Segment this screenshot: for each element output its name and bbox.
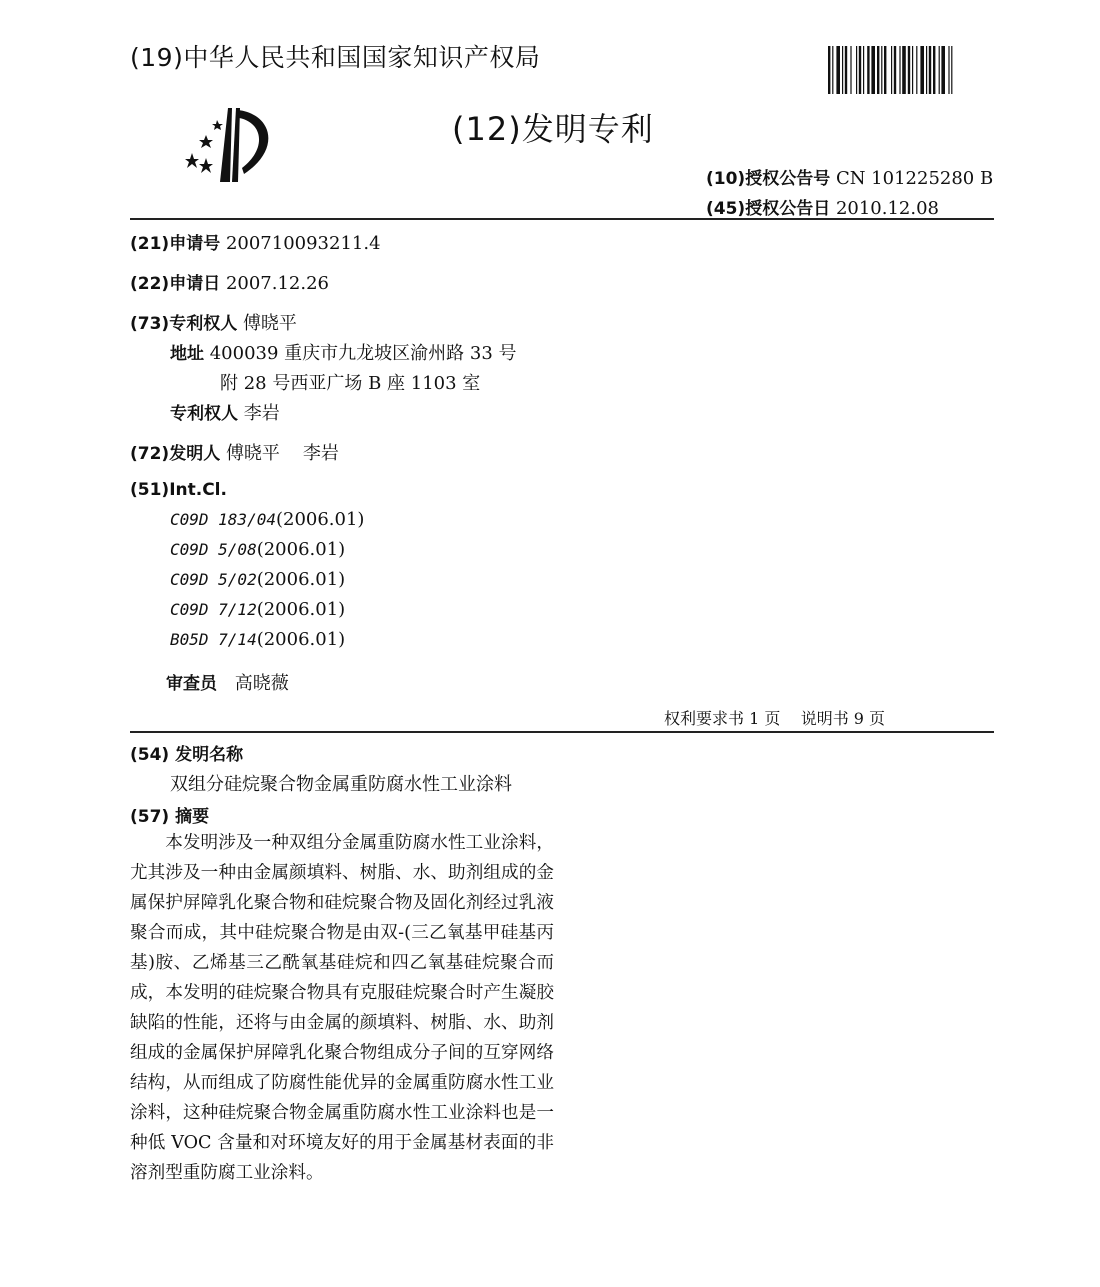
publication-date: 2010.12.08 xyxy=(835,198,939,219)
ipc-code: C09D 7/12 xyxy=(170,600,257,619)
application-number-label: (21)申请号 xyxy=(130,234,221,254)
ipc-entry xyxy=(170,539,345,560)
ipc-code: C09D 5/02 xyxy=(170,570,257,589)
patentee-row xyxy=(130,309,297,335)
examiner-name: 高晓薇 xyxy=(234,673,289,694)
ipc-label: (51)Int.Cl. xyxy=(130,480,227,500)
title-label: (54) 发明名称 xyxy=(130,745,244,765)
inventors-row xyxy=(130,439,339,465)
section-rule xyxy=(130,731,994,733)
ipc-entry xyxy=(170,629,345,650)
ipc-version: (2006.01) xyxy=(256,539,346,560)
ipc-entry xyxy=(170,509,364,530)
patentee-label: (73)专利权人 xyxy=(130,314,238,334)
header-rule xyxy=(130,218,994,220)
ipc-code: B05D 7/14 xyxy=(170,630,257,649)
invention-title: 双组分硅烷聚合物金属重防腐水性工业涂料 xyxy=(170,774,512,795)
inventors-label: (72)发明人 xyxy=(130,444,221,464)
second-patentee-row xyxy=(170,399,280,425)
ipc-version: (2006.01) xyxy=(256,629,346,650)
publication-number-label: (10)授权公告号 xyxy=(706,169,831,189)
ipc-entry xyxy=(170,569,345,590)
ipc-version: (2006.01) xyxy=(256,599,346,620)
ipc-version: (2006.01) xyxy=(256,569,346,590)
application-date-label: (22)申请日 xyxy=(130,274,221,294)
publication-date-row xyxy=(706,194,939,219)
application-number-row xyxy=(130,229,381,254)
application-date: 2007.12.26 xyxy=(225,273,329,294)
ipc-code: C09D 183/04 xyxy=(170,510,276,529)
publication-number-row xyxy=(706,164,993,189)
ipc-code: C09D 5/08 xyxy=(170,540,257,559)
inventors: 傅晓平 李岩 xyxy=(225,443,339,464)
ipc-version: (2006.01) xyxy=(275,509,365,530)
address-line-2: 附 28 号西亚广场 B 座 1103 室 xyxy=(220,373,481,394)
ipc-entry xyxy=(170,599,345,620)
cnipa-logo xyxy=(182,104,284,186)
address-row xyxy=(170,339,517,365)
application-number: 200710093211.4 xyxy=(225,233,381,254)
publication-date-label: (45)授权公告日 xyxy=(706,199,831,219)
second-patentee-name: 李岩 xyxy=(243,403,280,424)
barcode xyxy=(828,46,993,94)
second-patentee-label: 专利权人 xyxy=(170,404,238,424)
abstract-label: (57) 摘要 xyxy=(130,807,210,827)
office-name: (19)中华人民共和国国家知识产权局 xyxy=(130,43,541,72)
page-count: 权利要求书 1 页 说明书 9 页 xyxy=(664,709,886,728)
address-label: 地址 xyxy=(170,344,204,364)
patentee-name: 傅晓平 xyxy=(242,313,297,334)
abstract-text: 本发明涉及一种双组分金属重防腐水性工业涂料，尤其涉及一种由金属颜填料、树脂、水、助剂组成的金属保护屏障乳化聚合物和硅烷聚合物及固化剂经过乳液聚合而成，其中硅烷聚合物是由双-(三乙氧基甲硅基丙基)胺、乙烯基三乙酰氧基硅烷和四乙氧基硅烷聚合而成，本发明的硅烷聚合物具有克服硅烷聚合时产生凝胶缺陷的性能，还将与由金属的颜填料、树脂、水、助剂组成的金属保护屏障乳化聚合物组成分子间的互穿网络结构，从而组成了防腐性能优异的金属重防腐水性工业涂料，这种硅烷聚合物金属重防腐水性工业涂料也是一种低 VOC 含量和对环境友好的用于金属基材表面的非溶剂型重防腐工业涂料。 xyxy=(130,833,554,1183)
examiner-row xyxy=(166,669,289,695)
document-type: (12)发明专利 xyxy=(452,110,654,148)
address-line-1: 400039 重庆市九龙坡区渝州路 33 号 xyxy=(209,343,517,364)
application-date-row xyxy=(130,269,329,294)
examiner-label: 审查员 xyxy=(166,674,217,694)
publication-number: CN 101225280 B xyxy=(835,168,994,189)
